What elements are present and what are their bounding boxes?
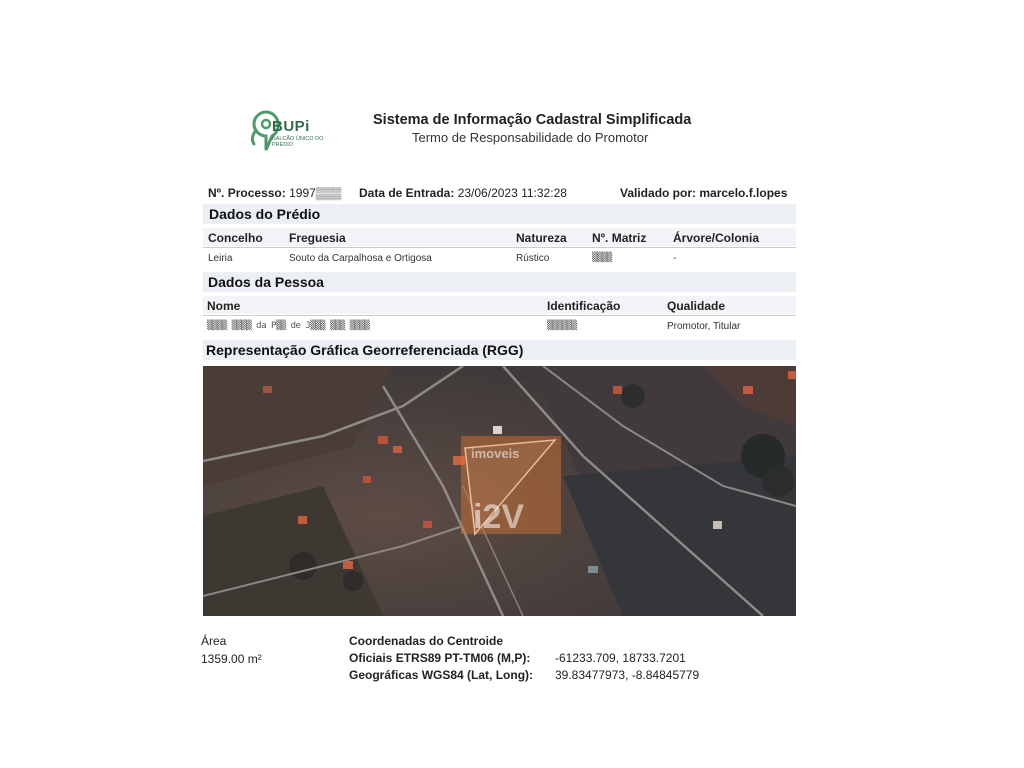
pessoa-header-nome: Nome bbox=[207, 299, 241, 313]
watermark-top-text: imoveis bbox=[471, 446, 520, 461]
predio-cell-matriz: ▒▒▒▒ bbox=[592, 253, 612, 263]
pessoa-divider bbox=[203, 315, 796, 316]
predio-header-matriz: Nº. Matriz bbox=[592, 231, 647, 245]
rgg-section-title: Representação Gráfica Georreferenciada (RGG) bbox=[206, 342, 524, 358]
validado-field bbox=[620, 186, 787, 200]
pessoa-header-identificacao: Identificação bbox=[547, 299, 621, 313]
validado-label: Validado por: bbox=[620, 186, 697, 200]
pessoa-section-title: Dados da Pessoa bbox=[208, 274, 324, 290]
wgs-value: 39.83477973, -8.84845779 bbox=[555, 668, 700, 682]
processo-field bbox=[208, 186, 341, 200]
data-entrada-value: 23/06/2023 11:32:28 bbox=[457, 186, 567, 200]
etrs-value: -61233.709, 18733.7201 bbox=[555, 651, 686, 665]
data-entrada-label: Data de Entrada: bbox=[359, 186, 455, 200]
validado-value: marcelo.f.lopes bbox=[699, 186, 788, 200]
processo-value: 1997▒▒▒ bbox=[289, 186, 342, 200]
predio-header-concelho: Concelho bbox=[208, 231, 263, 245]
area-label: Área bbox=[201, 634, 227, 648]
area-value: 1359.00 m² bbox=[201, 652, 262, 666]
pessoa-cell-qualidade: Promotor, Titular bbox=[667, 321, 741, 332]
predio-cell-concelho: Leiria bbox=[208, 253, 233, 264]
document-title: Sistema de Informação Cadastral Simplificada bbox=[373, 112, 692, 128]
pessoa-header-qualidade: Qualidade bbox=[667, 299, 726, 313]
predio-section-title: Dados do Prédio bbox=[209, 206, 321, 222]
aerial-map-image bbox=[203, 366, 796, 616]
predio-header-arvore: Árvore/Colonia bbox=[673, 231, 760, 245]
predio-cell-natureza: Rústico bbox=[516, 253, 550, 264]
predio-cell-arvore: - bbox=[673, 253, 677, 264]
wgs-label: Geográficas WGS84 (Lat, Long): bbox=[349, 668, 534, 682]
coords-title: Coordenadas do Centroide bbox=[349, 634, 504, 648]
logo-tagline: BALCÃO ÚNICO DO PRÉDIO bbox=[272, 136, 324, 148]
pessoa-cell-nome: ▒▒▒▒ ▒▒▒▒ da P▒▒ de J▒▒▒ ▒▒▒ ▒▒▒▒ bbox=[207, 321, 370, 331]
data-entrada-field bbox=[359, 186, 567, 200]
processo-label: Nº. Processo: bbox=[208, 186, 286, 200]
document-subtitle: Termo de Responsabilidade do Promotor bbox=[412, 130, 649, 145]
predio-cell-freguesia: Souto da Carpalhosa e Ortigosa bbox=[289, 253, 432, 264]
predio-header-natureza: Natureza bbox=[516, 231, 567, 245]
predio-divider bbox=[203, 247, 796, 248]
etrs-label: Oficiais ETRS89 PT-TM06 (M,P): bbox=[349, 651, 531, 665]
pessoa-cell-identificacao: ▒▒▒▒▒▒ bbox=[547, 321, 577, 331]
logo-name: BUPi bbox=[272, 118, 310, 135]
watermark-main-text: i2V bbox=[473, 498, 525, 536]
predio-header-freguesia: Freguesia bbox=[289, 231, 346, 245]
